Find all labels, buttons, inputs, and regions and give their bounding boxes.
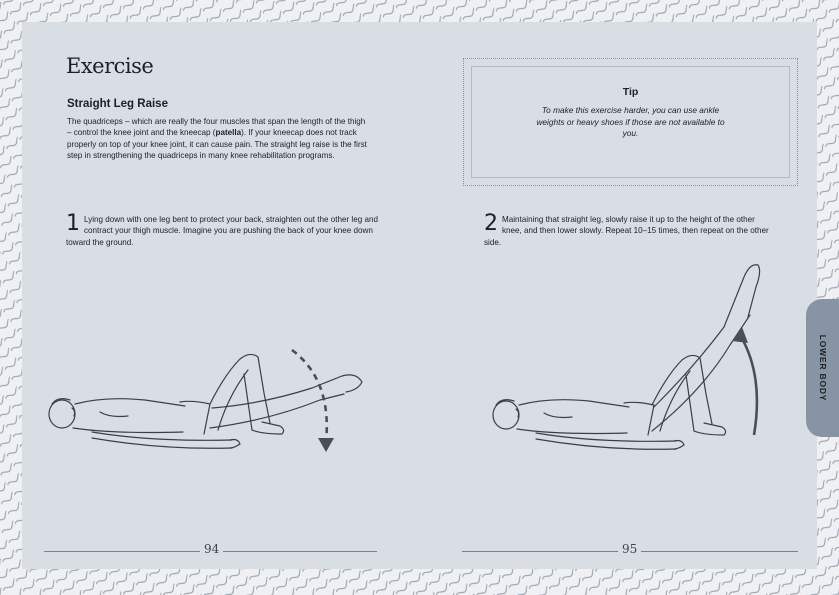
tip-box [463,58,798,186]
right-page-number: 95 [618,542,641,556]
side-section-tab [806,299,839,437]
step-2 [484,212,774,248]
side-tab-label: LOWER BODY [817,334,828,402]
exercise-subtitle: Straight Leg Raise [67,98,168,110]
intro-text-b: ). If your kneecap does not track properly on top of your knee joint, it can cause pain. The straight leg raise is the first step in strengthening the quadriceps in many knee rehabilitation programs. [67,128,367,160]
intro-bold-term: patella [215,128,242,138]
tip-title: Tip [622,86,639,98]
intro-paragraph [67,116,367,161]
tip-text: To make this exercise harder, you can use ankle weights or heavy shoes if those are not available to you. [536,105,725,138]
step-1-illustration [40,338,390,458]
left-page-number: 94 [200,542,223,556]
dashed-down-arrow-icon [292,350,327,442]
intro-text-a: The quadriceps – which are really the four muscles that span the length of the thigh – control the knee joint and the kneecap ( [67,117,366,138]
step-1-text: Lying down with one leg bent to protect your back, straighten out the other leg and contract your thigh muscle. Imagine you are pushing the back of your knee down toward the ground. [66,215,378,247]
step-2-illustration [484,255,794,455]
step-2-number: 2 [484,211,498,236]
step-1-number: 1 [66,211,80,236]
page-title: Exercise [66,54,154,78]
step-2-text: Maintaining that straight leg, slowly raise it up to the height of the other knee, and then lower slowly. Repeat 10–15 times, then repeat on the other side. [484,215,769,247]
step-1 [66,212,378,248]
curved-up-arrow-icon [740,335,757,435]
